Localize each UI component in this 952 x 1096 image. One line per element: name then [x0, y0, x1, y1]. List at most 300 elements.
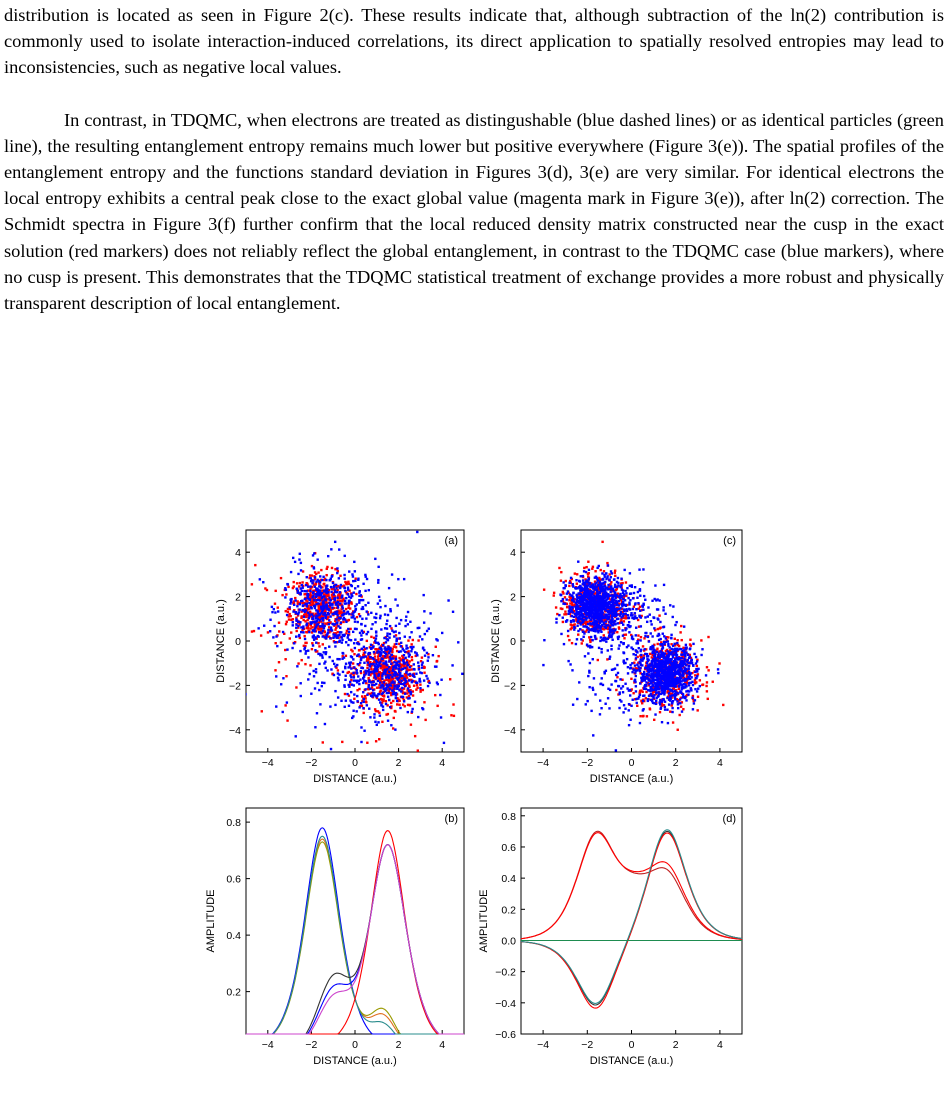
scatter-point: [464, 657, 466, 659]
scatter-point: [371, 623, 373, 625]
scatter-point: [341, 658, 343, 660]
scatter-point: [363, 680, 365, 682]
scatter-point: [587, 584, 589, 586]
scatter-point: [705, 674, 707, 676]
scatter-point: [378, 712, 380, 714]
scatter-point: [377, 642, 379, 644]
scatter-point: [670, 648, 672, 650]
scatter-point: [301, 600, 303, 602]
scatter-point: [587, 561, 589, 563]
scatter-point: [280, 641, 282, 643]
scatter-point: [647, 689, 649, 691]
scatter-point: [373, 692, 375, 694]
scatter-point: [404, 693, 406, 695]
scatter-point: [361, 618, 363, 620]
scatter-point: [673, 661, 675, 663]
scatter-point: [295, 611, 297, 613]
scatter-point: [394, 665, 396, 667]
scatter-point: [393, 646, 395, 648]
scatter-point: [424, 654, 426, 656]
scatter-point: [707, 698, 709, 700]
scatter-point: [312, 618, 314, 620]
scatter-point: [399, 707, 401, 709]
scatter-point: [380, 704, 382, 706]
scatter-point: [577, 560, 579, 562]
scatter-point: [352, 575, 354, 577]
scatter-point: [284, 704, 286, 706]
scatter-point: [320, 606, 322, 608]
scatter-point: [571, 642, 573, 644]
scatter-point: [381, 693, 383, 695]
scatter-point: [375, 668, 377, 670]
scatter-point: [417, 661, 419, 663]
scatter-point: [322, 643, 324, 645]
scatter-point: [318, 645, 320, 647]
scatter-point: [665, 671, 667, 673]
scatter-point: [304, 652, 306, 654]
scatter-point: [354, 587, 356, 589]
scatter-point: [344, 555, 346, 557]
scatter-point: [378, 662, 380, 664]
scatter-point: [299, 621, 301, 623]
scatter-point: [340, 700, 342, 702]
scatter-point: [362, 707, 364, 709]
scatter-point: [288, 613, 290, 615]
scatter-point: [443, 742, 445, 744]
scatter-point: [372, 658, 374, 660]
scatter-point: [302, 605, 304, 607]
scatter-point: [685, 699, 687, 701]
scatter-point: [568, 582, 570, 584]
figure-3: [0, 520, 952, 1091]
scatter-point: [387, 614, 389, 616]
scatter-point: [440, 679, 442, 681]
scatter-point: [353, 666, 355, 668]
scatter-point: [364, 695, 366, 697]
scatter-point: [585, 599, 587, 601]
scatter-point: [562, 581, 564, 583]
scatter-point: [656, 663, 658, 665]
scatter-point: [400, 679, 402, 681]
scatter-point: [365, 576, 367, 578]
scatter-point: [694, 699, 696, 701]
scatter-point: [367, 659, 369, 661]
scatter-point: [606, 562, 608, 564]
scatter-point: [565, 620, 567, 622]
scatter-point: [678, 645, 680, 647]
scatter-point: [676, 700, 678, 702]
scatter-point: [416, 684, 418, 686]
scatter-point: [671, 707, 673, 709]
scatter-point: [604, 587, 606, 589]
scatter-point: [378, 596, 380, 598]
scatter-point: [356, 671, 358, 673]
scatter-point: [353, 684, 355, 686]
scatter-point: [391, 669, 393, 671]
scatter-point: [312, 591, 314, 593]
scatter-point: [390, 658, 392, 660]
scatter-point: [407, 704, 409, 706]
scatter-point: [322, 576, 324, 578]
scatter-point: [334, 541, 336, 543]
scatter-point: [413, 685, 415, 687]
scatter-point: [401, 687, 403, 689]
scatter-point: [649, 653, 651, 655]
scatter-point: [338, 577, 340, 579]
scatter-point: [377, 721, 379, 723]
scatter-point: [364, 651, 366, 653]
scatter-point: [316, 682, 318, 684]
scatter-point: [615, 609, 617, 611]
scatter-point: [583, 570, 585, 572]
scatter-point: [324, 615, 326, 617]
scatter-point: [327, 555, 329, 557]
scatter-point: [614, 586, 616, 588]
scatter-point: [361, 648, 363, 650]
scatter-point: [324, 647, 326, 649]
scatter-point: [692, 708, 694, 710]
scatter-point: [395, 646, 397, 648]
scatter-point: [673, 694, 675, 696]
scatter-point: [299, 587, 301, 589]
scatter-point: [706, 690, 708, 692]
scatter-point: [578, 592, 580, 594]
scatter-point: [601, 572, 603, 574]
scatter-point: [632, 692, 634, 694]
scatter-point: [300, 562, 302, 564]
scatter-point: [275, 590, 277, 592]
scatter-point: [320, 632, 322, 634]
scatter-point: [391, 630, 393, 632]
scatter-point: [588, 569, 590, 571]
scatter-point: [300, 617, 302, 619]
scatter-point: [308, 602, 310, 604]
scatter-point: [404, 651, 406, 653]
scatter-point: [388, 648, 390, 650]
scatter-point: [579, 617, 581, 619]
scatter-point: [653, 719, 655, 721]
scatter-point: [360, 726, 362, 728]
scatter-point: [280, 577, 282, 579]
scatter-point: [371, 695, 373, 697]
scatter-point: [543, 588, 545, 590]
y-tick-label: 0: [235, 636, 241, 648]
scatter-point: [409, 666, 411, 668]
scatter-point: [284, 596, 286, 598]
scatter-point: [663, 643, 665, 645]
x-tick-label: 4: [717, 757, 723, 769]
scatter-point: [664, 708, 666, 710]
scatter-point: [273, 625, 275, 627]
scatter-point: [341, 741, 343, 743]
scatter-point: [369, 656, 371, 658]
scatter-point: [631, 671, 633, 673]
y-tick-label: 4: [510, 547, 516, 559]
scatter-point: [599, 627, 601, 629]
scatter-point: [682, 708, 684, 710]
scatter-point: [400, 642, 402, 644]
scatter-point: [317, 642, 319, 644]
scatter-point: [372, 680, 374, 682]
scatter-point: [412, 694, 414, 696]
scatter-point: [577, 596, 579, 598]
scatter-point: [253, 630, 255, 632]
scatter-point: [346, 583, 348, 585]
scatter-point: [609, 620, 611, 622]
scatter-point: [346, 611, 348, 613]
scatter-point: [275, 705, 277, 707]
scatter-point: [663, 691, 665, 693]
scatter-point: [403, 682, 405, 684]
scatter-point: [354, 647, 356, 649]
scatter-point: [300, 569, 302, 571]
scatter-point: [396, 604, 398, 606]
scatter-point: [697, 688, 699, 690]
scatter-point: [362, 599, 364, 601]
scatter-point: [617, 577, 619, 579]
scatter-point: [345, 597, 347, 599]
scatter-point: [312, 636, 314, 638]
scatter-point: [334, 623, 336, 625]
scatter-point: [335, 584, 337, 586]
scatter-point: [364, 590, 366, 592]
scatter-point: [410, 723, 412, 725]
scatter-point: [659, 711, 661, 713]
scatter-point: [649, 707, 651, 709]
scatter-point: [653, 655, 655, 657]
scatter-point: [322, 741, 324, 743]
scatter-point: [332, 586, 334, 588]
scatter-point: [635, 675, 637, 677]
scatter-point: [286, 648, 288, 650]
scatter-point: [699, 685, 701, 687]
scatter-point: [315, 596, 317, 598]
scatter-point: [348, 596, 350, 598]
scatter-point: [307, 612, 309, 614]
scatter-point: [605, 638, 607, 640]
scatter-point: [349, 699, 351, 701]
x-axis-label: DISTANCE (a.u.): [313, 773, 397, 785]
scatter-point: [608, 607, 610, 609]
scatter-point: [254, 564, 256, 566]
scatter-point: [629, 664, 631, 666]
scatter-point: [685, 646, 687, 648]
scatter-point: [375, 740, 377, 742]
scatter-point: [364, 670, 366, 672]
scatter-point: [398, 677, 400, 679]
scatter-point: [661, 648, 663, 650]
scatter-point: [311, 648, 313, 650]
scatter-point: [339, 602, 341, 604]
scatter-point: [348, 705, 350, 707]
scatter-point: [653, 702, 655, 704]
scatter-point: [339, 587, 341, 589]
scatter-point: [302, 570, 304, 572]
scatter-point: [364, 625, 366, 627]
scatter-point: [657, 695, 659, 697]
scatter-point: [419, 687, 421, 689]
scatter-point: [602, 597, 604, 599]
scatter-point: [572, 606, 574, 608]
scatter-point: [358, 649, 360, 651]
scatter-point: [404, 657, 406, 659]
scatter-point: [395, 694, 397, 696]
scatter-point: [303, 616, 305, 618]
scatter-point: [290, 631, 292, 633]
scatter-point: [407, 673, 409, 675]
scatter-point: [650, 693, 652, 695]
scatter-point: [393, 687, 395, 689]
scatter-point: [320, 586, 322, 588]
scatter-point: [620, 616, 622, 618]
scatter-point: [682, 647, 684, 649]
paragraph-2: In contrast, in TDQMC, when electrons are treated as distingushable (blue dashed lines) or as identical particles (green line), the resulting entanglement entropy remains much lower but positive everywhere (Figure 3(e)). The spatial profiles of the entanglement entropy and the functions standard deviation in Figures 3(d), 3(e) are very similar. For identical electrons the local entropy exhibits a central peak close to the exact global value (magenta mark in Figure 3(e)), after ln(2) correction. The Schmidt spectra in Figure 3(f) further confirm that the local reduced density matrix constructed near the cusp in the exact solution (red markers) does not reliably reflect the global entanglement, in contrast to the TDQMC case (blue markers), where no cusp is present. This demonstrates that the TDQMC statistical treatment of exchange provides a more robust and physically transparent description of local entanglement.: [4, 107, 944, 317]
scatter-point: [300, 631, 302, 633]
scatter-point: [634, 664, 636, 666]
scatter-point: [423, 666, 425, 668]
scatter-point: [410, 646, 412, 648]
x-tick-label: −2: [305, 1039, 317, 1051]
y-tick-label: 0.2: [226, 987, 241, 999]
scatter-point: [375, 631, 377, 633]
scatter-point: [680, 706, 682, 708]
scatter-point: [382, 644, 384, 646]
scatter-point: [377, 602, 379, 604]
scatter-point: [577, 633, 579, 635]
scatter-point: [352, 662, 354, 664]
scatter-point: [588, 596, 590, 598]
scatter-point: [607, 584, 609, 586]
scatter-point: [362, 632, 364, 634]
scatter-point: [689, 647, 691, 649]
scatter-point: [295, 735, 297, 737]
scatter-point: [348, 619, 350, 621]
scatter-point: [667, 640, 669, 642]
scatter-point: [389, 633, 391, 635]
scatter-point: [677, 692, 679, 694]
scatter-point: [327, 629, 329, 631]
scatter-point: [562, 616, 564, 618]
scatter-point: [392, 693, 394, 695]
scatter-point: [692, 684, 694, 686]
scatter-point: [380, 653, 382, 655]
scatter-point: [412, 675, 414, 677]
scatter-point: [564, 603, 566, 605]
scatter-point: [611, 613, 613, 615]
scatter-point: [608, 579, 610, 581]
scatter-point: [365, 633, 367, 635]
scatter-point: [582, 575, 584, 577]
scatter-point: [411, 656, 413, 658]
scatter-point: [421, 666, 423, 668]
scatter-point: [580, 575, 582, 577]
scatter-point: [652, 659, 654, 661]
scatter-point: [344, 577, 346, 579]
scatter-point: [406, 676, 408, 678]
scatter-point: [366, 694, 368, 696]
y-tick-label: −4: [504, 725, 516, 737]
scatter-point: [707, 636, 709, 638]
scatter-point: [318, 580, 320, 582]
scatter-point: [705, 685, 707, 687]
scatter-point: [640, 636, 642, 638]
scatter-point: [334, 645, 336, 647]
scatter-point: [702, 683, 704, 685]
scatter-point: [612, 632, 614, 634]
scatter-point: [311, 642, 313, 644]
scatter-point: [308, 617, 310, 619]
scatter-point: [396, 677, 398, 679]
scatter-point: [627, 672, 629, 674]
scatter-point: [608, 573, 610, 575]
scatter-point: [317, 571, 319, 573]
scatter-point: [437, 655, 439, 657]
scatter-point: [461, 673, 463, 675]
scatter-point: [331, 575, 333, 577]
scatter-point: [360, 594, 362, 596]
scatter-point: [317, 610, 319, 612]
scatter-point: [682, 673, 684, 675]
scatter-point: [354, 580, 356, 582]
scatter-point: [330, 586, 332, 588]
scatter-point: [612, 594, 614, 596]
scatter-point: [617, 622, 619, 624]
scatter-point: [655, 670, 657, 672]
scatter-point: [318, 614, 320, 616]
scatter-point: [620, 611, 622, 613]
scatter-point: [386, 632, 388, 634]
scatter-point: [335, 602, 337, 604]
scatter-point: [369, 716, 371, 718]
scatter-point: [400, 645, 402, 647]
scatter-point: [596, 590, 598, 592]
y-tick-label: −2: [504, 680, 516, 692]
scatter-point: [304, 603, 306, 605]
scatter-point: [348, 686, 350, 688]
scatter-point: [598, 647, 600, 649]
scatter-point: [356, 700, 358, 702]
scatter-point: [363, 730, 365, 732]
scatter-point: [388, 699, 390, 701]
scatter-point: [650, 632, 652, 634]
scatter-point: [379, 686, 381, 688]
scatter-point: [670, 634, 672, 636]
scatter-point: [370, 612, 372, 614]
scatter-point: [684, 659, 686, 661]
scatter-point: [592, 615, 594, 617]
scatter-point: [350, 649, 352, 651]
scatter-point: [370, 628, 372, 630]
scatter-point: [594, 601, 596, 603]
scatter-point: [263, 625, 265, 627]
scatter-point: [419, 671, 421, 673]
scatter-point: [342, 621, 344, 623]
scatter-point: [419, 680, 421, 682]
series-line: [246, 836, 464, 1034]
scatter-point: [379, 714, 381, 716]
scatter-point: [650, 648, 652, 650]
panel-b: [205, 808, 464, 1067]
scatter-point: [388, 680, 390, 682]
x-tick-label: 0: [352, 757, 358, 769]
scatter-point: [363, 712, 365, 714]
scatter-point: [608, 616, 610, 618]
scatter-point: [436, 660, 438, 662]
scatter-point: [668, 692, 670, 694]
scatter-point: [315, 668, 317, 670]
scatter-point: [688, 690, 690, 692]
scatter-point: [676, 639, 678, 641]
